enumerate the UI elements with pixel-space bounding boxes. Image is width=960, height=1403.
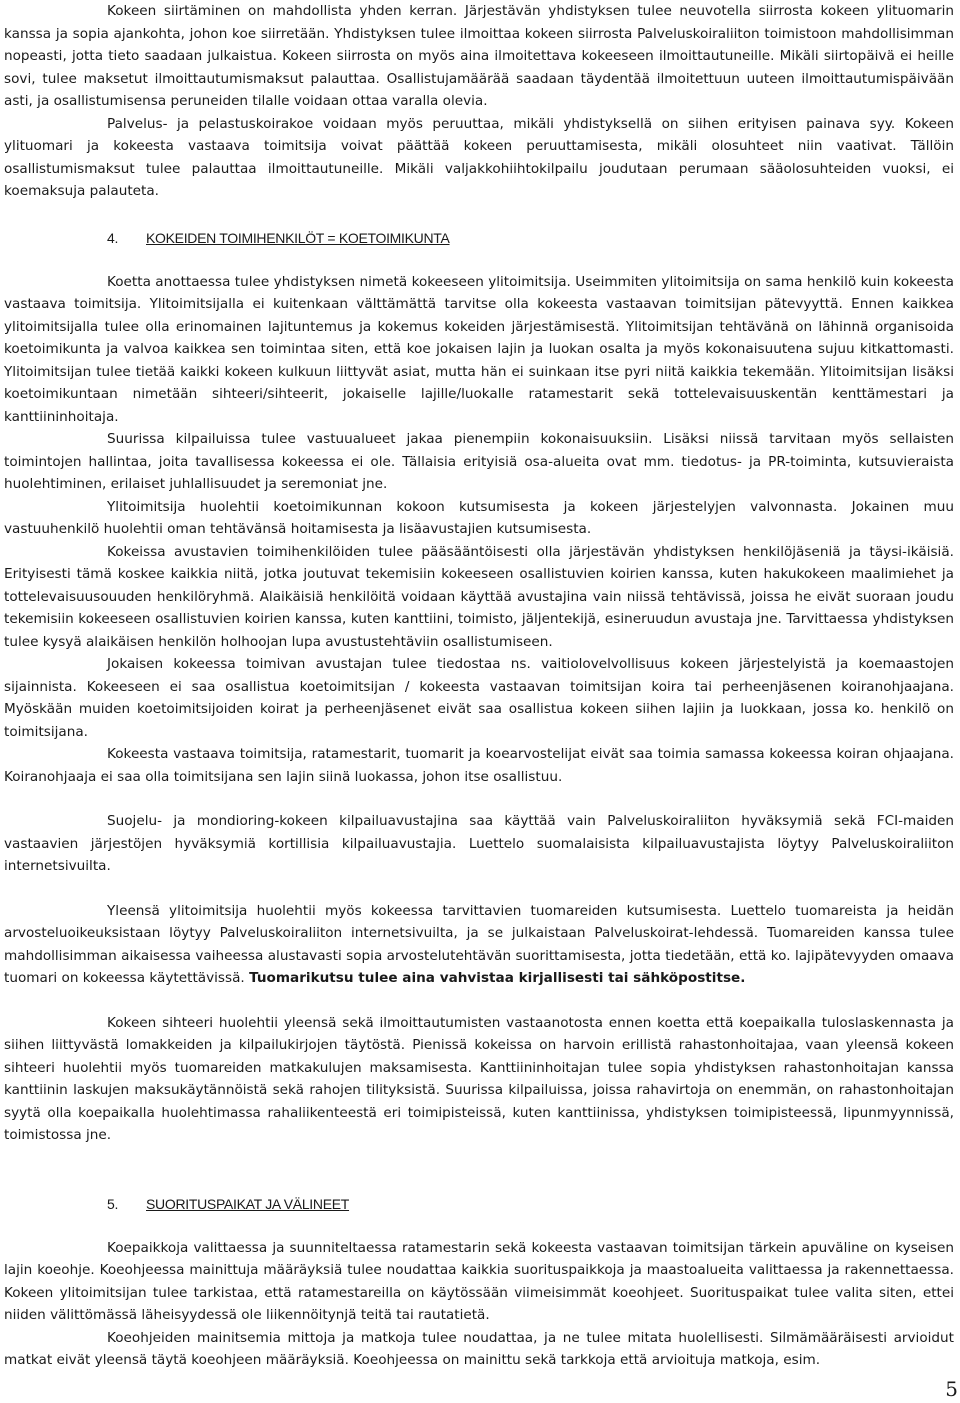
paragraph-confidentiality: Jokaisen kokeessa toimivan avustajan tulee tiedostaa ns. vaitiolovelvollisuus kokeen järjestelyistä ja koemaastojen sijainnista. Kokeeseen ei saa osallistua koetoimitsijan / kokeesta vastaavan toimitsijan koira tai perheenjäsenen koiranohjaajana. Myöskään muiden koetoimitsijoiden koirat ja perheenjäsenet eivät saa osallistua kokeen siihen lajiin ja luokkaan, jossa ko. henkilö on toimitsijana.: [4, 656, 954, 740]
paragraph-judges: [4, 900, 954, 990]
paragraph-large-competitions: Suurissa kilpailuissa tulee vastuualueet jakaa pienempiin kokonaisuuksiin. Lisäksi niissä tarvitaan myös sellaisten toimintojen hallintaa, joita tavallisessa kokeessa ei ole. Tällaisia erityisiä osa-alueita ovat mm. tiedotus- ja PR-toiminta, kutsuvieraista huolehtiminen, erilaiset juhlallisuudet ja seremoniat jne.: [4, 431, 954, 492]
paragraph-postponement: Kokeen siirtäminen on mahdollista yhden kerran. Järjestävän yhdistyksen tulee neuvotella siirrosta kokeen ylituomarin kanssa ja sopia ajankohta, johon koe siirretään. Yhdistyksen tulee ilmoittaa kokeen siirrosta Palveluskoiraliiton toimistoon mahdollisimman nopeasti, jotta tieto saadaan julkaistua. Kokeen siirrosta on myös aina ilmoitettava kokeeseen ilmoittautuneille. Mikäli siirtopäivä ei heille sovi, tulee maksetut ilmoittautumismaksut palauttaa. Osallistujamäärää saadaan täydentää ilmoitettuun uuteen ilmoittautumispäivään asti, ja osallistumisensa peruneiden tilalle voidaan ottaa varalla olevia.: [4, 3, 954, 109]
section-4-number: 4.: [107, 229, 119, 246]
paragraph-cancellation: Palvelus- ja pelastuskoirakoe voidaan myös peruuttaa, mikäli yhdistyksellä on siihen erityisen painava syy. Kokeen ylituomari ja kokeesta vastaava toimitsija voivat päättää kokeen peruuttamisesta, mikäli olosuhteet niin vaativat. Tällöin osallistumismaksut tulee palauttaa ilmoittautuneille. Mikäli valjakkohiihtokilpailu joudutaan perumaan sääolosuhteiden vuoksi, ei koemaksuja palauteta.: [4, 115, 954, 199]
section-4-heading: [4, 227, 954, 249]
paragraph-measurements: Koeohjeiden mainitsemia mittoja ja matkoja tulee noudattaa, ja ne tulee mitata huolellisesti. Silmämääräisesti arvioidut matkat eivät yleensä täytä koeohjeen määräyksiä. Koeohjeessa on mainittu sekä tarkkoja että arvioituja matkoja, esim.: [4, 1329, 954, 1368]
judges-text: Yleensä ylitoimitsija huolehtii myös kokeessa tarvittavien tuomareiden kutsumisesta. Luettelo tuomareista ja heidän arvosteluoikeuksistaan löytyy Palveluskoiraliiton internetsivuilta, ja se julkaistaan Palveluskoirat-lehdessä. Tuomareiden kanssa tulee mahdollisimman aikaisessa vaiheessa alustavasti sopia arvostelutehtävän suorittamisesta, jotta tiedetään, että ko. lajipätevyyden omaava tuomari on kokeessa käytettävissä.: [4, 902, 954, 986]
section-5-title: SUORITUSPAIKAT JA VÄLINEET: [146, 1195, 350, 1212]
paragraph-assistants: Kokeissa avustavien toimihenkilöiden tulee pääsääntöisesti olla järjestävän yhdistyksen henkilöjäseniä ja täysi-ikäisiä. Erityisesti tämä koskee kaikkia niitä, jotka joutuvat tekemisiin kokeeseen osallistuvien koirien kanssa, kuten hakukokeen maalimiehet ja tottelevaisuusouuden henkilöryhmä. Alaikäisiä henkilöitä voidaan käyttää avustajina vain niissä tehtävissä, joissa he eivät suoraan joudu tekemisiin kokeeseen osallistuvien koirien kanssa, kuten kanttiini, toimisto, jäljentekijä, esineruudun avustaja jne. Tarvittaessa yhdistyksen tulee kysyä alaikäisen henkilön holhoojan lupa avustustehtäviin osallistumiseen.: [4, 543, 954, 650]
paragraph-committee-duties: Ylitoimitsija huolehtii koetoimikunnan kokoon kutsumisesta ja kokeen järjestelyjen valvonnasta. Jokainen muu vastuuhenkilö huolehtii oman tehtävänsä hoitamisesta ja lisäavustajien kutsumisesta.: [4, 498, 954, 537]
section-5-heading: [4, 1193, 954, 1215]
section-4-title: KOKEIDEN TOIMIHENKILÖT = KOETOIMIKUNTA: [146, 229, 450, 246]
paragraph-handler-restrictions: Kokeesta vastaava toimitsija, ratamestarit, tuomarit ja koearvostelijat eivät saa toimia samassa kokeessa koiran ohjaajana. Koiranohjaaja ei saa olla toimitsijana sen lajin siinä luokassa, johon itse osallistuu.: [4, 746, 954, 785]
paragraph-venues: Koepaikkoja valittaessa ja suunniteltaessa ratamestarin sekä kokeesta vastaavan toimitsijan tärkein apuväline on kyseisen lajin koeohje. Koeohjeessa mainittuja määräyksiä tulee noudattaa kaikkia suorituspaikkoja ja maastoalueita valittaessa ja rakennettaessa. Kokeen ylitoimitsijan tulee tarkistaa, että ratamestareilla on käytössään viimeisimmät koeohjeet. Suorituspaikat tulee valita siten, ettei niiden välittömässä läheisyydessä ole liikennöitynjä teitä tai rautatietä.: [4, 1239, 954, 1323]
section-5-number: 5.: [107, 1195, 119, 1212]
paragraph-competition-assistants: Suojelu- ja mondioring-kokeen kilpailuavustajina saa käyttää vain Palveluskoiraliiton hyväksymiä sekä FCI-maiden vastaavien järjestöjen hyväksymiä kortillisia kilpailuavustajia. Luettelo suomalaisista kilpailuavustajista löytyy Palveluskoiraliiton internetsivuilta.: [4, 813, 954, 874]
paragraph-secretary: Kokeen sihteeri huolehtii yleensä sekä ilmoittautumisten vastaanotosta ennen koetta että koepaikalla tuloslaskennasta ja siihen liittyvästä lomakkeiden ja kilpailukirjojen täytöstä. Pienissä kokeissa on harvoin erillistä rahastonhoitajaa, vaan yleensä kokeen sihteeri huolehtii myös tuomareiden matkakulujen maksamisesta. Kanttiininhoitajan tulee sopia yhdistyksen rahastonhoitajan kanssa kanttiinin laskujen maksukäytännöistä sekä rahojen tilityksistä. Suurissa kilpailuissa, joissa rahavirtoja on enemmän, on rahastonhoitajan syytä olla koepaikalla huolehtimassa rahaliikenteestä eri toimipisteissä, kuten kanttiinissa, yhdistyksen toimipisteessä, lipunmyynnissä, toimistossa jne.: [4, 1014, 954, 1143]
judges-confirmation-note: Tuomarikutsu tulee aina vahvistaa kirjallisesti tai sähköpostitse.: [249, 970, 746, 986]
document-body: [4, 0, 954, 1372]
paragraph-chief-official: Koetta anottaessa tulee yhdistyksen nimetä kokeeseen ylitoimitsija. Useimmiten ylitoimitsija on sama henkilö kuin kokeesta vastaava toimitsija. Ylitoimitsijalla ei kuitenkaan välttämättä tarvitse olla kokeesta vastaavan toimitsijan pätevyyttä. Ennen kaikkea ylitoimitsijalla tulee olla erinomainen lajituntemus ja kokemus kokeiden järjestämisestä. Ylitoimitsijan tehtävänä on lähinnä organisoida koetoimikunta ja valvoa kaikkea sen toimintaa siten, että koe jokaisen lajin ja luokan osalta ja myös kokonaisuutena sujuu kitkattomasti. Ylitoimitsijan tulee tietää kaikki kokeen kulkuun liittyvät asiat, mutta hän ei suinkaan itse pyri niitä kaikkia tekemään. Ylitoimitsijan lisäksi koetoimikuntaan nimetään sihteeri/sihteerit, jokaiselle lajille/luokalle ratamestarit sekä tottelevaisuuskentän kenttämestari ja kanttiininhoitaja.: [4, 273, 954, 425]
page-number: 5: [945, 1377, 958, 1401]
